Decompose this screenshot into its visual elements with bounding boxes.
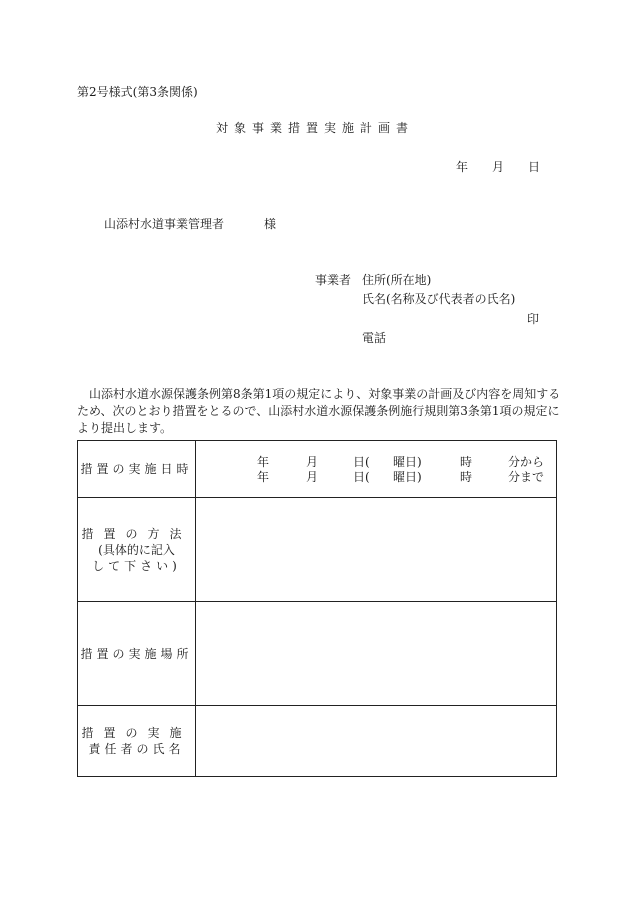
start-hour: 時 xyxy=(460,455,473,469)
start-weekday: 曜日) xyxy=(393,455,422,469)
addressee-name: 山添村水道事業管理者 xyxy=(104,217,225,231)
start-minute: 分から xyxy=(508,455,545,469)
start-year: 年 xyxy=(257,455,270,469)
end-day: 日( xyxy=(353,470,370,484)
label-datetime: 措置の実施日時 xyxy=(78,441,196,498)
name-label: 氏名(名称及び代表者の氏名) xyxy=(362,292,516,306)
body-paragraph xyxy=(77,386,561,437)
end-month: 月 xyxy=(306,470,319,484)
body-line-1: 山添村水道水源保護条例第8条第1項の規定により、対象事業の計画及び内容を周知する xyxy=(89,387,561,401)
end-hour: 時 xyxy=(460,470,473,484)
label-responsible: 措置の実施 責任者の氏名 xyxy=(78,706,196,777)
form-number: 第2号様式(第3条関係) xyxy=(77,85,198,99)
start-day: 日( xyxy=(353,455,370,469)
seal-mark: 印 xyxy=(527,312,540,326)
phone-label: 電話 xyxy=(362,331,387,345)
document-title: 対象事業措置実施計画書 xyxy=(215,121,414,135)
date-line xyxy=(456,160,540,174)
body-line-2: ため、次のとおり措置をとるので、山添村水道水源保護条例施行規則第3条第1項の規定に xyxy=(77,404,560,418)
label-location: 措置の実施場所 xyxy=(78,602,196,706)
label-method: 措置の方法 (具体的に記入 して下さい) xyxy=(78,498,196,602)
end-weekday: 曜日) xyxy=(393,470,422,484)
date-year: 年 xyxy=(456,160,469,174)
value-datetime[interactable] xyxy=(196,441,557,498)
addressee xyxy=(104,217,276,231)
end-year: 年 xyxy=(257,470,270,484)
addressee-honorific: 様 xyxy=(264,217,277,231)
address-label: 住所(所在地) xyxy=(362,273,432,287)
body-line-3: より提出します。 xyxy=(77,421,173,435)
measure-table xyxy=(77,440,557,777)
row-datetime xyxy=(78,441,557,498)
applicant-label: 事業者 xyxy=(315,273,352,287)
row-responsible xyxy=(78,706,557,777)
value-method[interactable] xyxy=(196,498,557,602)
row-method xyxy=(78,498,557,602)
row-location xyxy=(78,602,557,706)
value-responsible[interactable] xyxy=(196,706,557,777)
date-day: 日 xyxy=(528,160,541,174)
value-location[interactable] xyxy=(196,602,557,706)
date-month: 月 xyxy=(492,160,505,174)
end-minute: 分まで xyxy=(508,470,545,484)
start-month: 月 xyxy=(306,455,319,469)
